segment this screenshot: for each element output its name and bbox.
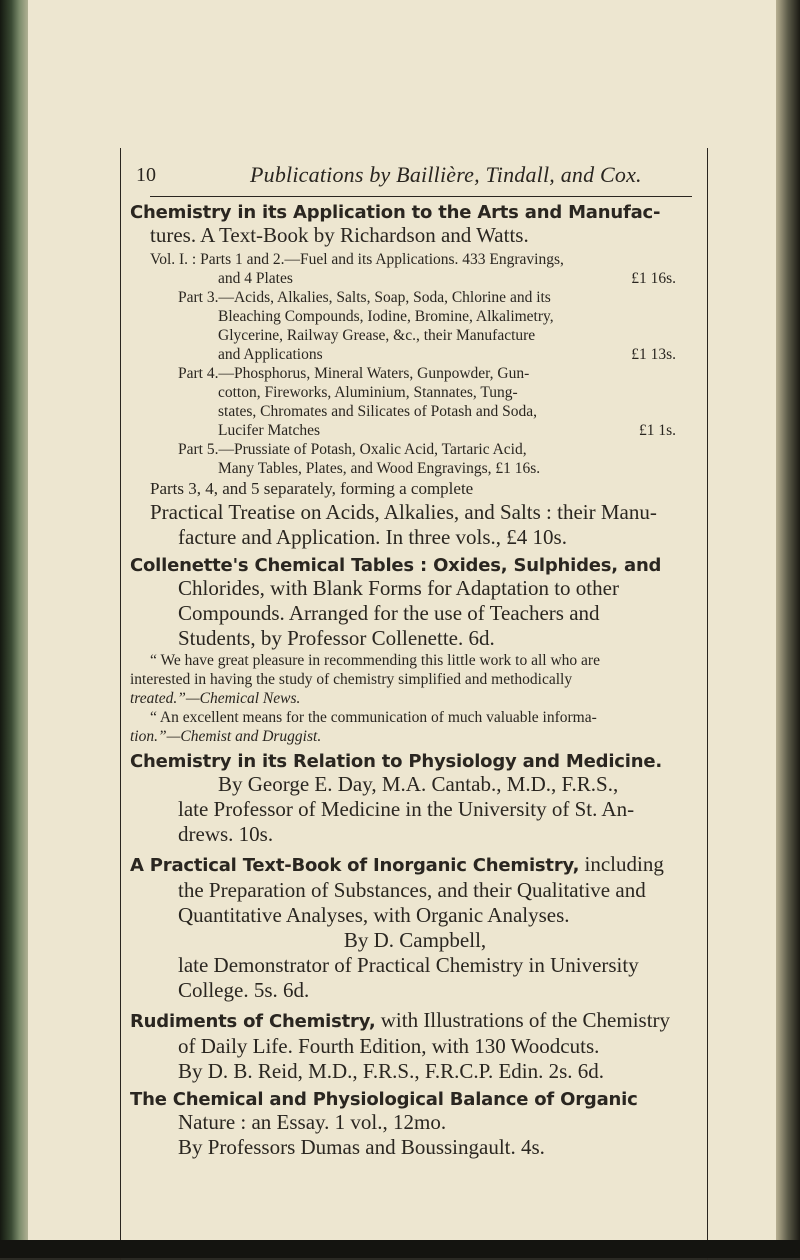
entry-line: states, Chromates and Silicates of Potash and Soda, [218,403,537,420]
review-quote: “ We have great pleasure in recommending this little work to all who are [150,652,600,669]
review-quote: “ An excellent means for the communication of much valuable informa- [150,709,597,726]
price: £1 13s. [631,346,676,363]
entry-line: cotton, Fireworks, Aluminium, Stannates, Tung- [218,384,518,401]
price: £1 16s. [631,270,676,287]
entry-line: Part 5.—Prussiate of Potash, Oxalic Acid, Tartaric Acid, [178,441,527,458]
entry-line: late Demonstrator of Practical Chemistry in University [178,953,639,977]
entry-line: By D. B. Reid, M.D., F.R.S., F.R.C.P. Edin. 2s. 6d. [178,1059,605,1083]
price: £1 1s. [638,422,676,439]
review-quote: tion.”—Chemist and Druggist. [130,728,322,745]
entry-line: Practical Treatise on Acids, Alkalies, and Salts : their Manu- [150,500,657,524]
page-edge [776,0,800,1258]
catalogue-entry [130,852,700,1003]
entry-line: By Professors Dumas and Boussingault. 4s. [178,1135,545,1159]
catalogue-entry [130,555,700,746]
header-rule [150,196,692,197]
entry-line: By D. Campbell, [343,928,487,952]
entry-line: By George E. Day, M.A. Cantab., M.D., F.R.S., [218,772,619,796]
entry-line: Part 3.—Acids, Alkalies, Salts, Soap, Soda, Chlorine and its [178,289,551,306]
review-quote: treated.”—Chemical News. [130,690,301,707]
entry-line: Students, by Professor Collenette. 6d. [178,626,495,650]
page-number: 10 [136,164,156,186]
entry-line: the Preparation of Substances, and their Qualitative and [178,878,646,902]
entry-line: Vol. I. : Parts 1 and 2.—Fuel and its Applications. 433 Engravings, [150,251,564,268]
entry-title-line [130,852,700,878]
catalogue-entry [130,751,700,847]
page-header [130,150,700,190]
entry-line: tures. A Text-Book by Richardson and Watts. [150,223,529,247]
entry-line: Parts 3, 4, and 5 separately, forming a complete [150,479,474,498]
catalogue-entry [130,202,700,550]
entry-title-line [130,1008,700,1034]
entry-title: Rudiments of Chemistry, [130,1011,376,1032]
entry-line: Lucifer Matches [218,422,320,439]
price-line [130,345,700,364]
review-quote: interested in having the study of chemistry simplified and methodically [130,671,573,688]
price-line [130,269,700,288]
entry-line: College. 5s. 6d. [178,978,310,1002]
entry-line: Quantitative Analyses, with Organic Analyses. [178,903,570,927]
entry-line: including [579,852,664,876]
price-line [130,421,700,440]
entry-title: Chemistry in its Application to the Arts and Manufac- [130,202,661,223]
entry-title: Chemistry in its Relation to Physiology and Medicine. [130,751,663,772]
entry-line: and 4 Plates [218,270,293,287]
entry-line: Many Tables, Plates, and Wood Engravings, £1 16s. [218,460,541,477]
entry-line: with Illustrations of the Chemistry [375,1008,671,1032]
catalogue-entry [130,1008,700,1084]
entry-title: Collenette's Chemical Tables : Oxides, Sulphides, and [130,555,662,576]
entry-title: A Practical Text-Book of Inorganic Chemistry, [130,855,580,876]
entry-line: Bleaching Compounds, Iodine, Bromine, Alkalimetry, [218,308,554,325]
entry-line: Compounds. Arranged for the use of Teachers and [178,601,600,625]
entry-line: Chlorides, with Blank Forms for Adaptation to other [178,576,619,600]
entry-title: The Chemical and Physiological Balance of Organic [130,1089,638,1110]
entry-line: late Professor of Medicine in the University of St. An- [178,797,635,821]
catalogue-entry [130,1089,700,1160]
entry-line: facture and Application. In three vols., £4 10s. [178,525,567,549]
entry-line: drews. 10s. [178,822,274,846]
entry-line: and Applications [218,346,323,363]
entry-line: of Daily Life. Fourth Edition, with 130 Woodcuts. [178,1034,600,1058]
entry-line: Nature : an Essay. 1 vol., 12mo. [178,1110,447,1134]
page-content [130,150,700,1159]
page-bottom-edge [0,1240,800,1258]
entry-line: Part 4.—Phosphorus, Mineral Waters, Gunpowder, Gun- [178,365,530,382]
entry-line: Glycerine, Railway Grease, &c., their Manufacture [218,327,536,344]
running-title: Publications by Baillière, Tindall, and Cox. [250,162,642,187]
catalogue-body [130,202,700,1160]
